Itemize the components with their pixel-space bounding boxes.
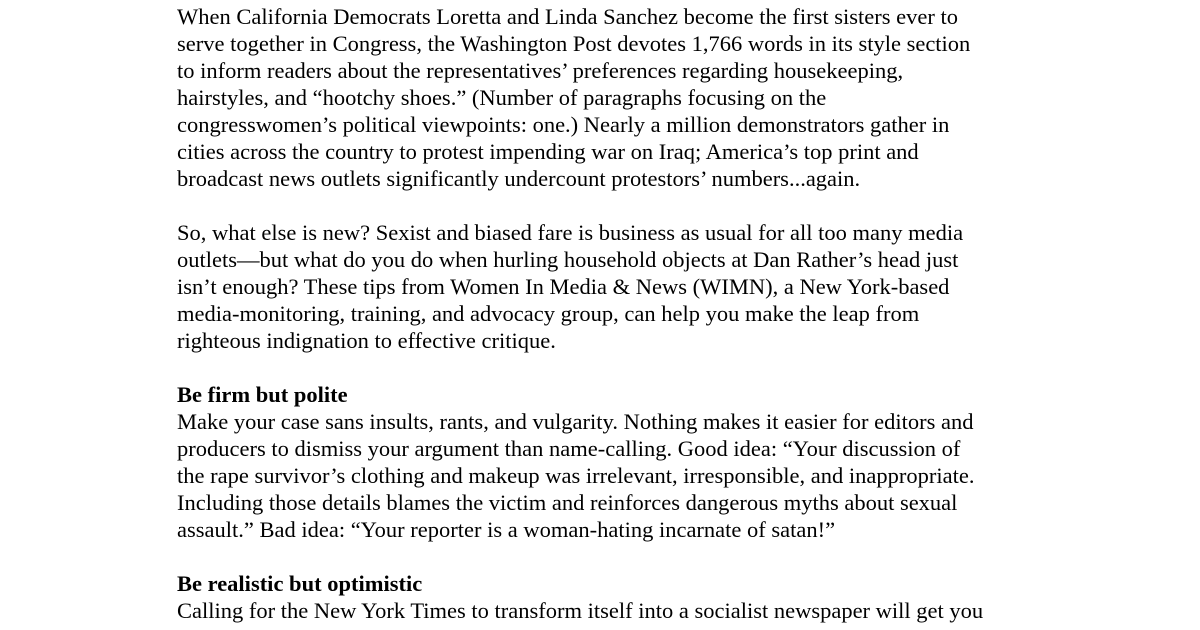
section-realistic-but-optimistic bbox=[177, 570, 1177, 624]
paragraph-line: Including those details blames the victim and reinforces dangerous myths about sexual bbox=[177, 490, 958, 515]
second-paragraph bbox=[177, 219, 1177, 354]
section-heading: Be realistic but optimistic bbox=[177, 571, 423, 596]
paragraph-line: congresswomen’s political viewpoints: one.) Nearly a million demonstrators gather in bbox=[177, 112, 950, 137]
paragraph-line: righteous indignation to effective critique. bbox=[177, 328, 556, 353]
paragraph-line: Make your case sans insults, rants, and vulgarity. Nothing makes it easier for editors and bbox=[177, 409, 974, 434]
paragraph-line: When California Democrats Loretta and Linda Sanchez become the first sisters ever to bbox=[177, 4, 958, 29]
paragraph-line: producers to dismiss your argument than name-calling. Good idea: “Your discussion of bbox=[177, 436, 961, 461]
paragraph-line: broadcast news outlets significantly undercount protestors’ numbers...again. bbox=[177, 166, 861, 191]
intro-paragraph bbox=[177, 3, 1177, 192]
paragraph-line: the rape survivor’s clothing and makeup was irrelevant, irresponsible, and inappropriate. bbox=[177, 463, 975, 488]
paragraph-line: So, what else is new? Sexist and biased fare is business as usual for all too many media bbox=[177, 220, 964, 245]
paragraph-line: isn’t enough? These tips from Women In Media & News (WIMN), a New York-based bbox=[177, 274, 950, 299]
section-heading: Be firm but polite bbox=[177, 382, 348, 407]
paragraph-line: Calling for the New York Times to transform itself into a socialist newspaper will get you bbox=[177, 598, 984, 623]
paragraph-line: media-monitoring, training, and advocacy group, can help you make the leap from bbox=[177, 301, 920, 326]
paragraph-line: to inform readers about the representatives’ preferences regarding housekeeping, bbox=[177, 58, 904, 83]
section-firm-but-polite bbox=[177, 381, 1177, 543]
paragraph-line: outlets—but what do you do when hurling household objects at Dan Rather’s head just bbox=[177, 247, 959, 272]
paragraph-line: serve together in Congress, the Washington Post devotes 1,766 words in its style section bbox=[177, 31, 971, 56]
paragraph-line: cities across the country to protest impending war on Iraq; America’s top print and bbox=[177, 139, 919, 164]
document-body bbox=[177, 3, 1177, 630]
paragraph-line: hairstyles, and “hootchy shoes.” (Number of paragraphs focusing on the bbox=[177, 85, 827, 110]
paragraph-line: assault.” Bad idea: “Your reporter is a woman-hating incarnate of satan!” bbox=[177, 517, 836, 542]
